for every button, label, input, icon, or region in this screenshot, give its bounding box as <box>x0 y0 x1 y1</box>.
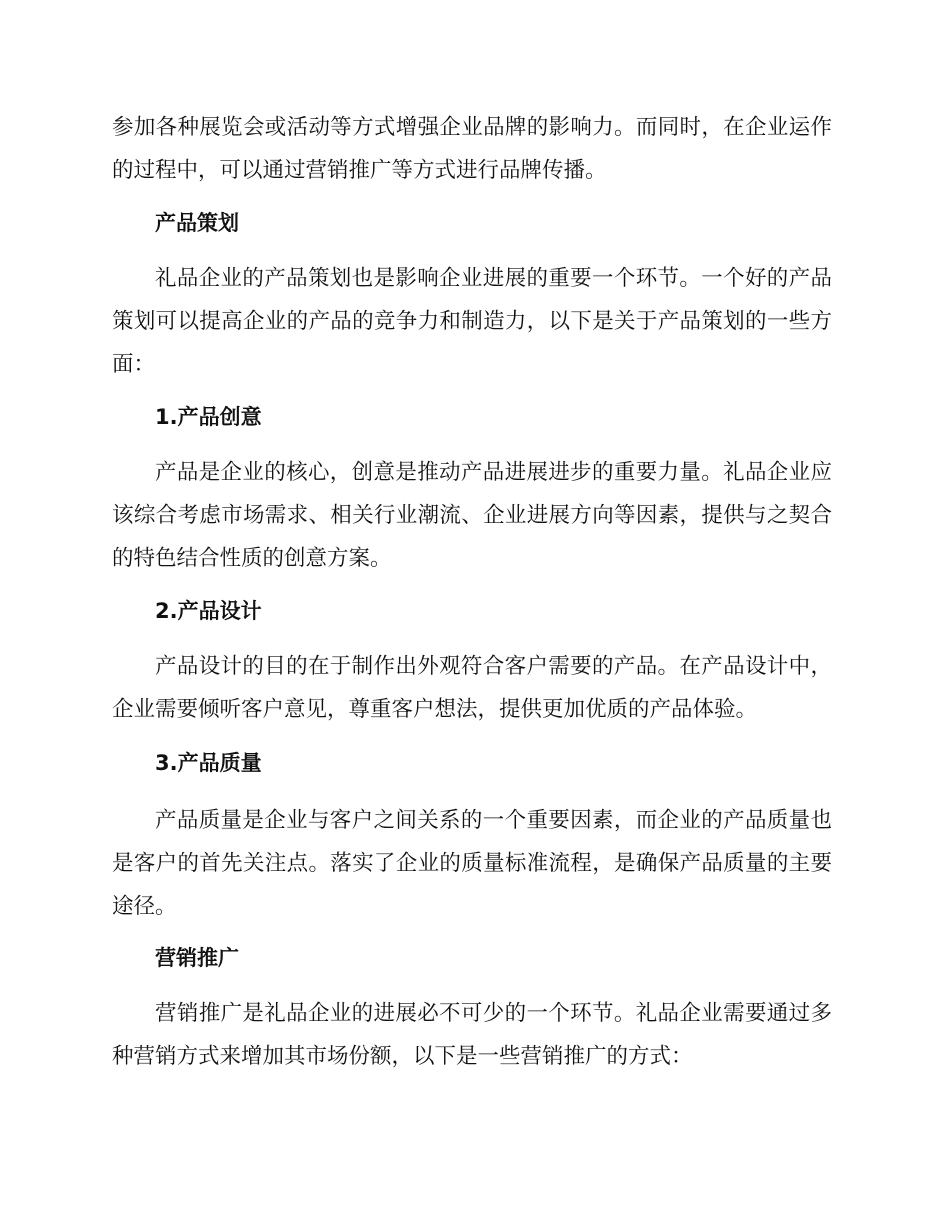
heading-product-planning: 产品策划 <box>155 211 239 235</box>
paragraph-marketing-promotion: 营销推广是礼品企业的进展必不可少的一个环节。礼品企业需要通过多种营销方式来增加其市场份额，以下是一些营销推广的方式： <box>112 1001 832 1069</box>
paragraph-product-quality: 产品质量是企业与客户之间关系的一个重要因素，而企业的产品质量也是客户的首先关注点。落实了企业的质量标准流程，是确保产品质量的主要途径。 <box>112 808 832 919</box>
paragraph-brand-continuation: 参加各种展览会或活动等方式增强企业品牌的影响力。而同时，在企业运作的过程中，可以通过营销推广等方式进行品牌传播。 <box>112 115 832 183</box>
heading-product-creativity: 1.产品创意 <box>155 405 262 429</box>
heading-marketing-promotion: 营销推广 <box>155 946 239 970</box>
heading-product-quality: 3.产品质量 <box>155 751 262 775</box>
paragraph-product-design: 产品设计的目的在于制作出外观符合客户需要的产品。在产品设计中，企业需要倾听客户意见，尊重客户想法，提供更加优质的产品体验。 <box>112 654 832 722</box>
paragraph-product-creativity: 产品是企业的核心，创意是推动产品进展进步的重要力量。礼品企业应该综合考虑市场需求、相关行业潮流、企业进展方向等因素，提供与之契合的特色结合性质的创意方案。 <box>112 460 832 571</box>
heading-product-design: 2.产品设计 <box>155 599 262 623</box>
paragraph-product-planning: 礼品企业的产品策划也是影响企业进展的重要一个环节。一个好的产品策划可以提高企业的产品的竞争力和制造力，以下是关于产品策划的一些方面： <box>112 266 832 377</box>
